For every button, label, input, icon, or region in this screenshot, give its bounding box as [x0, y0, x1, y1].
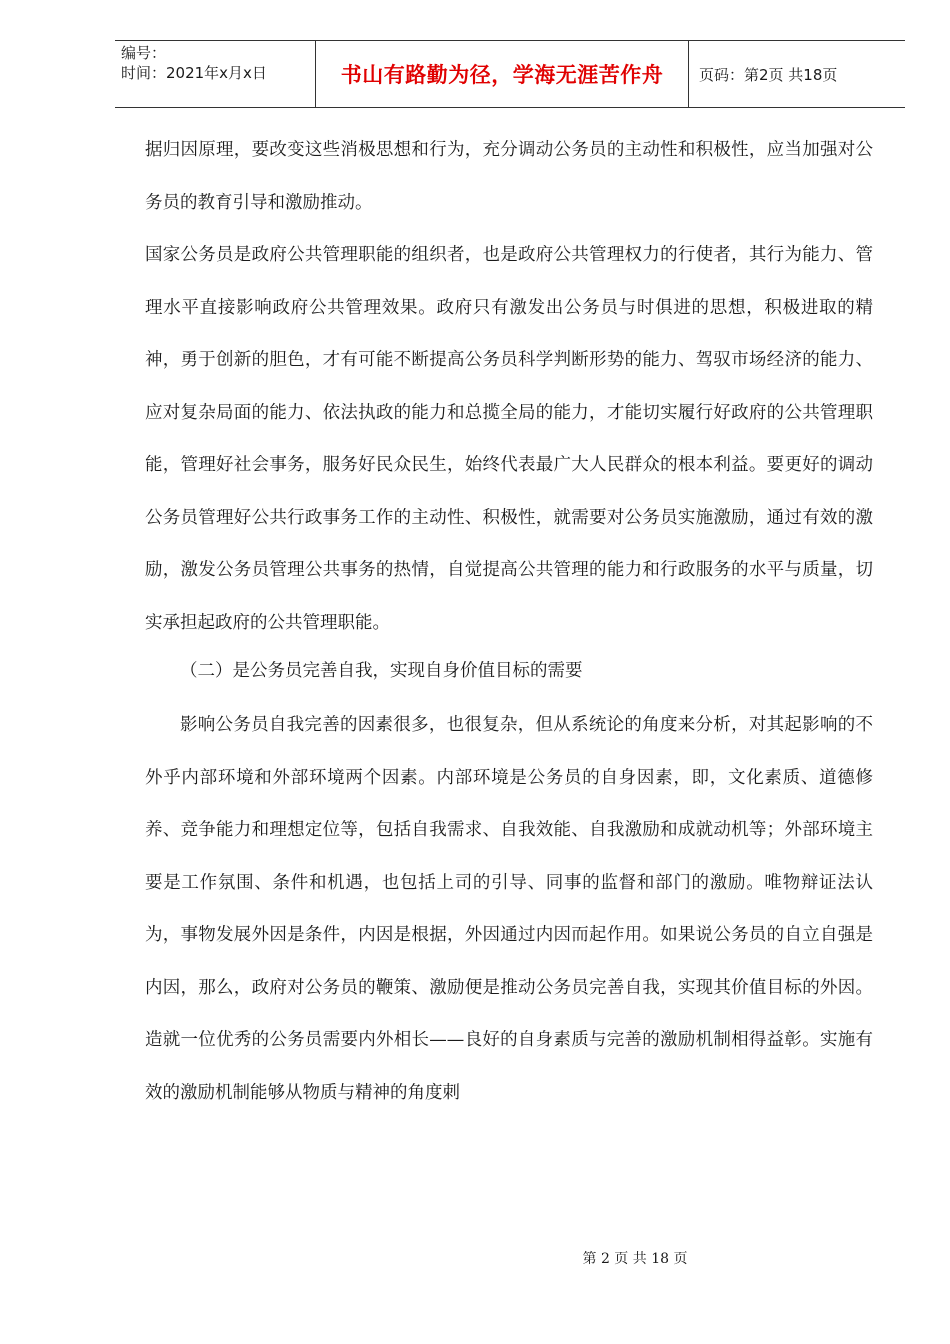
header-meta [115, 41, 316, 107]
page-header [115, 40, 905, 108]
paragraph-1: 据归因原理，要改变这些消极思想和行为，充分调动公务员的主动性和积极性，应当加强对公务员的教育引导和激励推动。 [145, 140, 873, 213]
document-body [145, 124, 873, 1119]
paragraph-3: 影响公务员自我完善的因素很多，也很复杂，但从系统论的角度来分析，对其起影响的不外乎内部环境和外部环境两个因素。内部环境是公务员的自身因素，即，文化素质、道德修养、竞争能力和理想定位等，包括自我需求、自我效能、自我激励和成就动机等；外部环境主要是工作氛围、条件和机遇，也包括上司的引导、同事的监督和部门的激励。唯物辩证法认为，事物发展外因是条件，内因是根据，外因通过内因而起作用。如果说公务员的自立自强是内因，那么，政府对公务员的鞭策、激励便是推动公务员完善自我，实现其价值目标的外因。造就一位优秀的公务员需要内外相长——良好的自身素质与完善的激励机制相得益彰。实施有效的激励机制能够从物质与精神的角度刺 [145, 715, 873, 1103]
page-number-label: 页码：第2页 共18页 [699, 65, 838, 84]
page-footer: 第 2 页 共 18 页 [582, 1251, 688, 1267]
section-heading: （二）是公务员完善自我，实现自身价值目标的需要 [180, 661, 583, 681]
motto-text: 书山有路勤为径，学海无涯苦作舟 [340, 63, 664, 87]
number-label: 编号： [121, 44, 167, 62]
header-page-cell [689, 41, 905, 107]
paragraph-2: 国家公务员是政府公共管理职能的组织者，也是政府公共管理权力的行使者，其行为能力、管理水平直接影响政府公共管理效果。政府只有激发出公务员与时俱进的思想，积极进取的精神，勇于创新的胆色，才有可能不断提高公务员科学判断形势的能力、驾驭市场经济的能力、应对复杂局面的能力、依法执政的能力和总揽全局的能力，才能切实履行好政府的公共管理职能，管理好社会事务，服务好民众民生，始终代表最广大人民群众的根本利益。要更好的调动公务员管理好公共行政事务工作的主动性、积极性，就需要对公务员实施激励，通过有效的激励，激发公务员管理公共事务的热情，自觉提高公共管理的能力和行政服务的水平与质量，切实承担起政府的公共管理职能。 [145, 245, 873, 633]
time-label: 时间：2021年x月x日 [121, 64, 267, 82]
header-motto-cell [316, 41, 689, 107]
